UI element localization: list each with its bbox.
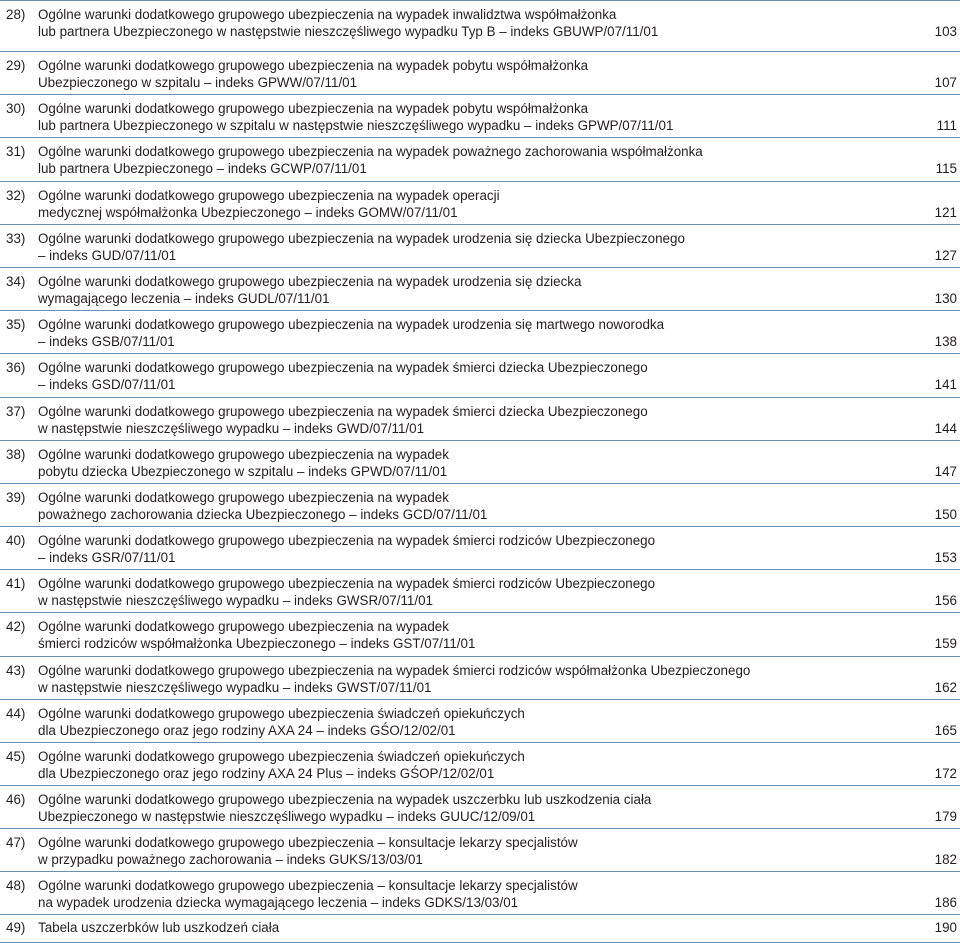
entry-number: 47) [6,835,26,850]
entry-number: 45) [6,749,26,764]
toc-entry [0,699,960,743]
entry-title-line-1: Ogólne warunki dodatkowego grupowego ubezpieczenia na wypadek śmierci dziecka Ubezpieczonego [38,360,648,375]
entry-title-line-2: Ubezpieczonego w następstwie nieszczęśliwego wypadku – indeks GUUC/12/09/01 [38,809,536,824]
entry-title-line-2: w następstwie nieszczęśliwego wypadku – indeks GWSR/07/11/01 [38,593,433,608]
entry-page-number: 103 [934,24,957,39]
entry-title-line-1: Ogólne warunki dodatkowego grupowego ubezpieczenia na wypadek urodzenia się dziecka Ubezpieczonego [38,231,685,246]
toc-entry [0,137,960,182]
entry-number: 34) [6,274,26,289]
entry-page-number: 190 [934,920,957,935]
toc-entry [0,914,960,943]
toc-entry [0,612,960,657]
toc-entry [0,742,960,786]
entry-number: 31) [6,144,26,159]
entry-title-line-1: Ogólne warunki dodatkowego grupowego ubezpieczenia świadczeń opiekuńczych [38,706,525,721]
entry-page-number: 138 [934,334,957,349]
entry-title-line-1: Ogólne warunki dodatkowego grupowego ubezpieczenia na wypadek urodzenia się dziecka [38,274,582,289]
toc-entry [0,51,960,95]
entry-number: 37) [6,404,26,419]
entry-page-number: 165 [934,723,957,738]
entry-page-number: 150 [934,507,957,522]
entry-number: 43) [6,663,26,678]
entry-title-line-1: Ogólne warunki dodatkowego grupowego ubezpieczenia na wypadek śmierci rodziców współmałżonka Ubezpieczonego [38,663,751,678]
entry-page-number: 186 [934,895,957,910]
entry-page-number: 182 [934,852,957,867]
entry-title-line-1: Ogólne warunki dodatkowego grupowego ubezpieczenia na wypadek śmierci dziecka Ubezpieczonego [38,404,648,419]
entry-title-line-1: Ogólne warunki dodatkowego grupowego ubezpieczenia na wypadek inwalidztwa współmałżonka [38,7,617,22]
entry-number: 40) [6,533,26,548]
entry-title-line-2: dla Ubezpieczonego oraz jego rodziny AXA 24 – indeks GŚO/12/02/01 [38,723,456,738]
entry-title-line-2: dla Ubezpieczonego oraz jego rodziny AXA 24 Plus – indeks GŚOP/12/02/01 [38,766,495,781]
entry-title-line-2: – indeks GUD/07/11/01 [38,248,177,263]
entry-number: 32) [6,188,26,203]
entry-number: 30) [6,101,26,116]
entry-title-line-1: Tabela uszczerbków lub uszkodzeń ciała [38,920,280,935]
entry-page-number: 111 [936,118,957,133]
entry-page-number: 156 [934,593,957,608]
toc-entry [0,267,960,311]
toc-entry [0,94,960,138]
entry-number: 38) [6,447,26,462]
entry-title-line-2: w następstwie nieszczęśliwego wypadku – indeks GWST/07/11/01 [38,680,432,695]
entry-title-line-1: Ogólne warunki dodatkowego grupowego ubezpieczenia na wypadek urodzenia się martwego noworodka [38,317,665,332]
toc-entry [0,0,960,52]
entry-title-line-1: Ogólne warunki dodatkowego grupowego ubezpieczenia na wypadek operacji [38,188,500,203]
entry-page-number: 130 [934,291,957,306]
toc-entry [0,569,960,613]
entry-number: 49) [6,920,26,935]
entry-number: 41) [6,576,26,591]
entry-title-line-2: medycznej współmałżonka Ubezpieczonego – indeks GOMW/07/11/01 [38,205,458,220]
entry-title-line-2: – indeks GSR/07/11/01 [38,550,176,565]
entry-title-line-1: Ogólne warunki dodatkowego grupowego ubezpieczenia na wypadek śmierci rodziców Ubezpieczonego [38,533,656,548]
entry-title-line-2: na wypadek urodzenia dziecka wymagającego leczenia – indeks GDKS/13/03/01 [38,895,519,910]
entry-number: 35) [6,317,26,332]
entry-page-number: 144 [934,421,957,436]
entry-title-line-1: Ogólne warunki dodatkowego grupowego ubezpieczenia na wypadek pobytu współmałżonka [38,58,589,73]
entry-title-line-2: wymagającego leczenia – indeks GUDL/07/11/01 [38,291,330,306]
entry-page-number: 141 [934,377,957,392]
entry-title-line-1: Ogólne warunki dodatkowego grupowego ubezpieczenia świadczeń opiekuńczych [38,749,525,764]
entry-page-number: 121 [934,205,957,220]
entry-title-line-1: Ogólne warunki dodatkowego grupowego ubezpieczenia na wypadek [38,490,449,505]
entry-title-line-1: Ogólne warunki dodatkowego grupowego ubezpieczenia – konsultacje lekarzy specjalistów [38,835,578,850]
entry-number: 46) [6,792,26,807]
entry-page-number: 162 [934,680,957,695]
entry-number: 44) [6,706,26,721]
entry-number: 33) [6,231,26,246]
entry-title-line-1: Ogólne warunki dodatkowego grupowego ubezpieczenia na wypadek śmierci rodziców Ubezpieczonego [38,576,656,591]
entry-page-number: 107 [934,75,957,90]
entry-page-number: 172 [934,766,957,781]
toc-entry [0,310,960,354]
entry-number: 39) [6,490,26,505]
toc-entry [0,871,960,915]
entry-title-line-2: poważnego zachorowania dziecka Ubezpieczonego – indeks GCD/07/11/01 [38,507,488,522]
entry-title-line-2: Ubezpieczonego w szpitalu – indeks GPWW/07/11/01 [38,75,358,90]
entry-title-line-2: śmierci rodziców współmałżonka Ubezpieczonego – indeks GST/07/11/01 [38,636,476,651]
entry-number: 42) [6,619,26,634]
toc-entry [0,785,960,829]
entry-title-line-2: w przypadku poważnego zachorowania – indeks GUKS/13/03/01 [38,852,423,867]
toc-entry [0,181,960,225]
entry-page-number: 179 [934,809,957,824]
entry-number: 28) [6,7,26,22]
toc-entry [0,353,960,398]
toc-entry [0,526,960,570]
entry-title-line-1: Ogólne warunki dodatkowego grupowego ubezpieczenia na wypadek pobytu współmałżonka [38,101,589,116]
entry-page-number: 147 [934,464,957,479]
toc-entry [0,224,960,268]
entry-title-line-2: lub partnera Ubezpieczonego – indeks GCWP/07/11/01 [38,161,367,176]
entry-page-number: 159 [934,636,957,651]
entry-title-line-2: – indeks GSD/07/11/01 [38,377,176,392]
toc-entry [0,828,960,872]
entry-title-line-2: lub partnera Ubezpieczonego w szpitalu w następstwie nieszczęśliwego wypadku – indeks GPWP/07/11/01 [38,118,674,133]
bottom-divider [0,942,960,943]
entry-number: 36) [6,360,26,375]
entry-title-line-1: Ogólne warunki dodatkowego grupowego ubezpieczenia na wypadek uszczerbku lub uszkodzenia ciała [38,792,652,807]
entry-title-line-1: Ogólne warunki dodatkowego grupowego ubezpieczenia – konsultacje lekarzy specjalistów [38,878,578,893]
entry-title-line-2: – indeks GSB/07/11/01 [38,334,175,349]
entry-page-number: 115 [935,161,957,176]
entry-title-line-1: Ogólne warunki dodatkowego grupowego ubezpieczenia na wypadek [38,619,449,634]
entry-title-line-2: w następstwie nieszczęśliwego wypadku – indeks GWD/07/11/01 [38,421,425,436]
entry-page-number: 153 [934,550,957,565]
toc-entry [0,656,960,700]
toc-entry [0,440,960,484]
toc-entry [0,397,960,441]
entry-title-line-2: lub partnera Ubezpieczonego w następstwie nieszczęśliwego wypadku Typ B – indeks GBUWP/07/11/01 [38,24,659,39]
entry-title-line-1: Ogólne warunki dodatkowego grupowego ubezpieczenia na wypadek poważnego zachorowania współmałżonka [38,144,703,159]
entry-number: 29) [6,58,26,73]
entry-title-line-1: Ogólne warunki dodatkowego grupowego ubezpieczenia na wypadek [38,447,449,462]
toc-entry [0,483,960,527]
entry-title-line-2: pobytu dziecka Ubezpieczonego w szpitalu – indeks GPWD/07/11/01 [38,464,448,479]
entry-page-number: 127 [934,248,957,263]
entry-number: 48) [6,878,26,893]
